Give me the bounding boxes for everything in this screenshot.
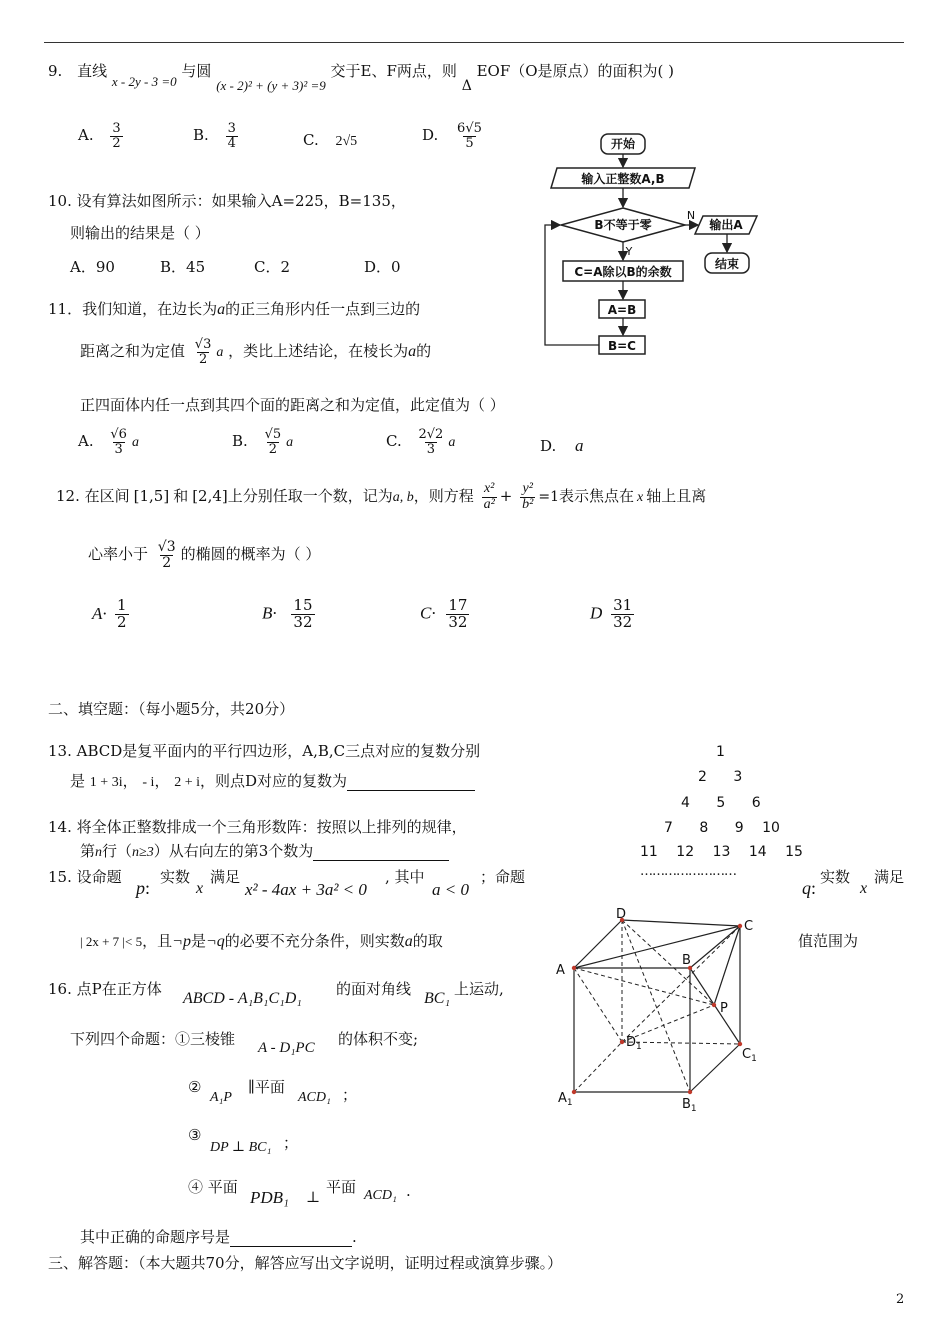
q11-line3: 正四面体内任一点到其四个面的距离之和为定值，此定值为（ ） <box>80 396 505 414</box>
header-rule <box>44 42 904 43</box>
q9-line-equation: x - 2y - 3 =0 <box>111 74 177 89</box>
q14-text: ）从右向左的第3个数为 <box>153 842 314 860</box>
q12-text: 心率小于 <box>88 545 149 564</box>
q9-number: 9. <box>48 62 63 80</box>
option-fraction: $\frac{√5}{2}$ <box>264 427 282 457</box>
q15-q: q <box>802 878 811 898</box>
q16-answer-label: 其中正确的命题序号是 <box>80 1228 231 1246</box>
q15-text: 的必要不充分条件，则实数 <box>224 932 405 950</box>
q15-line2-end: 值范围为 <box>798 932 859 950</box>
triangle-number: 3 <box>733 769 743 785</box>
triangle-number: 6 <box>751 795 761 811</box>
q9-circle-equation: (x - 2)² + (y + 3)² =9 <box>216 78 326 93</box>
q12-option-d <box>590 598 637 631</box>
triangle-number: 10 <box>762 820 780 836</box>
triangle-number: 11 <box>640 844 658 860</box>
cube-label-b1: $B_1$ <box>682 1097 697 1114</box>
q12-text: 上分别任取一个数，记为 <box>227 487 393 506</box>
option-label: C· <box>420 603 436 623</box>
q11-text: 的 <box>416 342 432 361</box>
q10-option-c: C．2 <box>254 258 291 276</box>
q12-interval-2: [2,4] <box>192 487 228 506</box>
flow-step3-text: B=C <box>607 339 637 353</box>
q9-mid: 与圆 <box>181 62 212 80</box>
q16-prop-2-parallel: ∥平面 <box>248 1078 285 1096</box>
q16-prop-4-end: . <box>406 1182 411 1200</box>
q15-condition: a < 0 <box>432 880 469 899</box>
q15-p: p <box>136 878 145 898</box>
triangle-number: 5 <box>716 795 726 811</box>
q16-pyramid: A - D₁PC <box>258 1040 315 1056</box>
q11-fraction: $\frac{√3}{2}$ <box>194 337 212 367</box>
option-var: a <box>448 435 456 451</box>
option-var: a <box>131 435 139 451</box>
q12-text: 表示焦点在 <box>558 487 634 506</box>
q16-diagonal: BC₁ <box>424 990 451 1007</box>
flow-no-label: N <box>686 209 696 222</box>
q11-option-b <box>232 428 293 456</box>
q12-text: 和 <box>173 487 189 506</box>
option-label: A· <box>92 603 107 623</box>
q16-prop-4: ④ 平面 <box>188 1178 238 1196</box>
option-fraction: $\frac{15}{32}$ <box>293 596 313 631</box>
q16-prop-3-formula: DP ⊥ BC₁ <box>210 1140 272 1155</box>
q16-prop-3: ③ <box>188 1126 202 1144</box>
q15-not-q: ¬q <box>205 933 225 950</box>
triangle-number: 8 <box>699 820 709 836</box>
q12-line1 <box>56 482 706 512</box>
q14-condition: n≥3 <box>132 845 154 860</box>
triangle-number: 9 <box>734 820 744 836</box>
q11-var-a: a <box>217 301 226 318</box>
q16-prop-4-perp: ⊥ <box>306 1188 321 1206</box>
q16-text-4: 下列四个命题：①三棱锥 <box>70 1030 236 1048</box>
section-2-title: 二、填空题：（每小题5分，共20分） <box>48 700 295 718</box>
triangle-number: 13 <box>712 844 731 860</box>
q12-option-a <box>92 598 132 631</box>
flow-output-text: 输出A <box>709 218 743 232</box>
q16-prop-2-end: ； <box>342 1086 358 1104</box>
question-9 <box>48 60 675 94</box>
flow-decision-text: B不等于零 <box>594 218 652 232</box>
q12-x-fraction: $\frac{\text{x²}}{\text{a²}}$ <box>483 481 495 512</box>
q15-satisfy: 满足 <box>210 868 241 886</box>
q16-prop-4-plane2: ACD₁ <box>364 1188 397 1203</box>
q15-text: 的取 <box>412 932 443 950</box>
q14-var-n: n <box>95 845 103 860</box>
q11-option-a <box>78 428 139 456</box>
triangle-number: 2 <box>698 769 707 785</box>
triangle-row-1 <box>716 744 725 760</box>
q15-colon: : <box>811 878 817 898</box>
triangle-number: 4 <box>681 795 690 811</box>
option-fraction: $\frac{3}{2}$ <box>112 121 121 151</box>
algorithm-flowchart <box>535 128 775 363</box>
triangle-number: 14 <box>748 844 767 860</box>
q13-z2: - i <box>142 775 155 790</box>
cube-label-a1: $A_1$ <box>558 1091 573 1108</box>
q14-text: 行（ <box>102 842 133 860</box>
option-label: A. <box>78 126 94 145</box>
q13-answer-blank[interactable] <box>347 790 475 791</box>
q15-real: 实数 <box>160 868 191 886</box>
cube-label-c1: $C_1$ <box>742 1047 757 1064</box>
q16-text-1: 16. 点P在正方体 <box>48 980 162 998</box>
q16-prop-4-plane-word: 平面 <box>326 1178 357 1196</box>
q12-option-b <box>262 598 318 631</box>
q13-z1: 1 + 3i <box>89 775 123 790</box>
q15-inequality: x² - 4ax + 3a² < 0 <box>245 880 367 899</box>
q15-var-q <box>802 878 816 899</box>
q13-text: ，则点D对应的复数为 <box>200 772 348 790</box>
q15-where: , 其中 <box>385 868 425 886</box>
q9-option-b <box>193 122 241 150</box>
q16-text-2: 的面对角线 <box>336 980 412 998</box>
flow-yes-label: Y <box>625 245 633 258</box>
q12-interval-1: [1,5] <box>133 487 170 506</box>
q16-prop-2 <box>188 1078 201 1096</box>
q11-option-c <box>386 428 455 456</box>
q10-line2: 则输出的结果是（ ） <box>70 224 210 242</box>
q15-var-a: a <box>404 933 413 950</box>
option-fraction: $\frac{2√2}{3}$ <box>418 427 444 457</box>
q12-ecc-fraction: $\frac{√3}{2}$ <box>157 539 176 571</box>
q13-line2: 是 1 + 3i， - i， 2 + i，则点D对应的复数为 <box>70 770 475 791</box>
flow-step2-text: A=B <box>607 303 637 317</box>
q15-line2 <box>80 930 443 951</box>
q10-option-b: B．45 <box>160 258 206 276</box>
triangle-dots: …………………… <box>640 864 736 879</box>
q11-line2 <box>80 338 431 366</box>
option-value: 2√5 <box>335 134 358 149</box>
cube-label-d: D <box>616 908 627 922</box>
q12-text: ，则方程 <box>413 487 474 506</box>
option-label: A. <box>78 432 94 451</box>
q11-text: 距离之和为定值 <box>80 342 186 361</box>
cube-label-c: C <box>744 919 754 934</box>
triangle-row-4 <box>664 820 780 836</box>
flow-end-text: 结束 <box>714 257 740 271</box>
q16-answer-end: . <box>352 1228 357 1246</box>
q9-option-a <box>78 122 126 150</box>
q11-text: 11．我们知道，在边长为 <box>48 300 218 318</box>
q15-var-x-2: x <box>860 880 868 897</box>
section-3-title: 三、解答题：（本大题共70分，解答应写出文字说明，证明过程或演算步骤。） <box>48 1254 563 1272</box>
q13-z3: 2 + i <box>174 775 201 790</box>
q15-num: 15. 设命题 <box>48 868 122 886</box>
q15-not-p: ¬p <box>172 933 191 950</box>
q15-prop: ；命题 <box>480 868 526 886</box>
option-label: B. <box>193 126 209 145</box>
q12-rhs: =1 <box>538 489 559 506</box>
q11-option-d <box>540 436 584 456</box>
cube-label-b: B <box>682 953 691 968</box>
triangle-row-5 <box>640 844 803 860</box>
cube-label-d1: $D_1$ <box>626 1035 642 1052</box>
flow-input-text: 输入正整数A,B <box>581 172 665 186</box>
option-label: B· <box>262 603 277 623</box>
q9-triangle-symbol: Δ <box>461 78 472 94</box>
q10-option-a: A．90 <box>70 258 115 276</box>
q9-post2: EOF（O是原点）的面积为( ) <box>476 62 675 80</box>
q15-satisfy-2: 满足 <box>874 868 905 886</box>
cube-figure <box>552 908 772 1118</box>
q12-line2 <box>88 540 320 570</box>
option-label: D <box>590 603 603 623</box>
option-fraction: $\frac{√6}{3}$ <box>110 427 127 457</box>
q12-text: 轴上且离 <box>646 487 707 506</box>
q16-prop-4-plane1: PDB₁ <box>250 1188 289 1207</box>
q16-prop-3-end: ； <box>283 1134 299 1152</box>
q15-colon: : <box>145 878 151 898</box>
triangle-row-2 <box>698 769 742 785</box>
q15-text: 是 <box>190 932 206 950</box>
q14-text: 第 <box>80 842 96 860</box>
q11-line1 <box>48 298 420 319</box>
q15-abs-ineq: | 2x + 7 |< 5 <box>80 934 143 949</box>
q12-text: 12. 在区间 <box>56 487 130 506</box>
q12-y-fraction: $\frac{\text{y²}}{\text{b²}}$ <box>522 481 534 512</box>
q9-option-d <box>422 122 487 150</box>
prop-number: ② <box>188 1078 202 1096</box>
q11-var-a: a <box>408 343 417 361</box>
q16-answer-blank[interactable] <box>230 1246 352 1247</box>
q13-text: 是 <box>70 772 86 790</box>
q15-var-p <box>136 878 150 899</box>
q9-option-c <box>303 131 357 150</box>
q9-post: 交于E、F两点，则 <box>330 62 457 80</box>
q14-line1: 14. 将全体正整数排成一个三角形数阵：按照以上排列的规律， <box>48 818 467 836</box>
q15-text: ，且 <box>142 932 173 950</box>
option-label: C. <box>386 432 402 451</box>
option-fraction: $\frac{17}{32}$ <box>448 596 468 631</box>
q12-var-x: x <box>637 490 644 506</box>
cube-label-p: P <box>720 1001 728 1016</box>
q16-prop-2-plane: ACD₁ <box>298 1090 331 1105</box>
q9-pre: 直线 <box>77 62 108 80</box>
triangle-row-3 <box>681 795 761 811</box>
page-number: 2 <box>896 1292 905 1307</box>
q10-option-d: D．0 <box>364 258 401 276</box>
option-fraction: $\frac{3}{4}$ <box>227 121 236 151</box>
option-var: a <box>286 435 294 451</box>
q12-option-c <box>420 598 472 631</box>
triangle-number: 15 <box>785 844 803 860</box>
q14-answer-blank[interactable] <box>313 860 449 861</box>
option-fraction: $\frac{1}{2}$ <box>117 596 127 631</box>
q12-plus: + <box>499 487 513 506</box>
option-label: D. <box>422 126 439 145</box>
q12-text: 的椭圆的概率为（ ） <box>180 545 321 564</box>
q11-text: ，类比上述结论，在棱长为 <box>228 342 409 361</box>
q16-cube: ABCD - A₁B₁C₁D₁ <box>183 990 302 1007</box>
option-label: C. <box>303 131 319 149</box>
q16-text-5: 的体积不变; <box>338 1030 419 1048</box>
q15-var-x: x <box>196 880 204 897</box>
option-fraction: $\frac{31}{32}$ <box>613 596 633 631</box>
q11-var-a: a <box>216 345 224 361</box>
cube-label-a: A <box>556 963 565 978</box>
triangle-number: 1 <box>716 744 725 760</box>
q11-text: 的正三角形内任一点到三边的 <box>225 300 421 318</box>
triangle-number: 12 <box>676 844 695 860</box>
flow-start-text: 开始 <box>610 137 636 151</box>
option-label: D. <box>540 437 557 455</box>
option-label: B. <box>232 432 248 451</box>
option-fraction: $\frac{6√5}{5}$ <box>457 121 482 151</box>
q16-answer <box>80 1226 357 1247</box>
q12-vars: a, b <box>392 490 414 506</box>
q13-line1: 13. ABCD是复平面内的平行四边形，A,B,C三点对应的复数分别 <box>48 742 481 760</box>
q16-text-3: 上运动, <box>454 980 504 998</box>
q15-real-2: 实数 <box>820 868 851 886</box>
q10-line1: 10. 设有算法如图所示：如果输入A=225，B=135， <box>48 192 406 210</box>
option-value: a <box>575 436 584 455</box>
q14-line2 <box>80 840 449 861</box>
triangle-number: 7 <box>664 820 673 836</box>
flow-step1-text: C=A除以B的余数 <box>574 265 672 279</box>
q16-prop-2-a1p: A₁P <box>210 1090 232 1105</box>
